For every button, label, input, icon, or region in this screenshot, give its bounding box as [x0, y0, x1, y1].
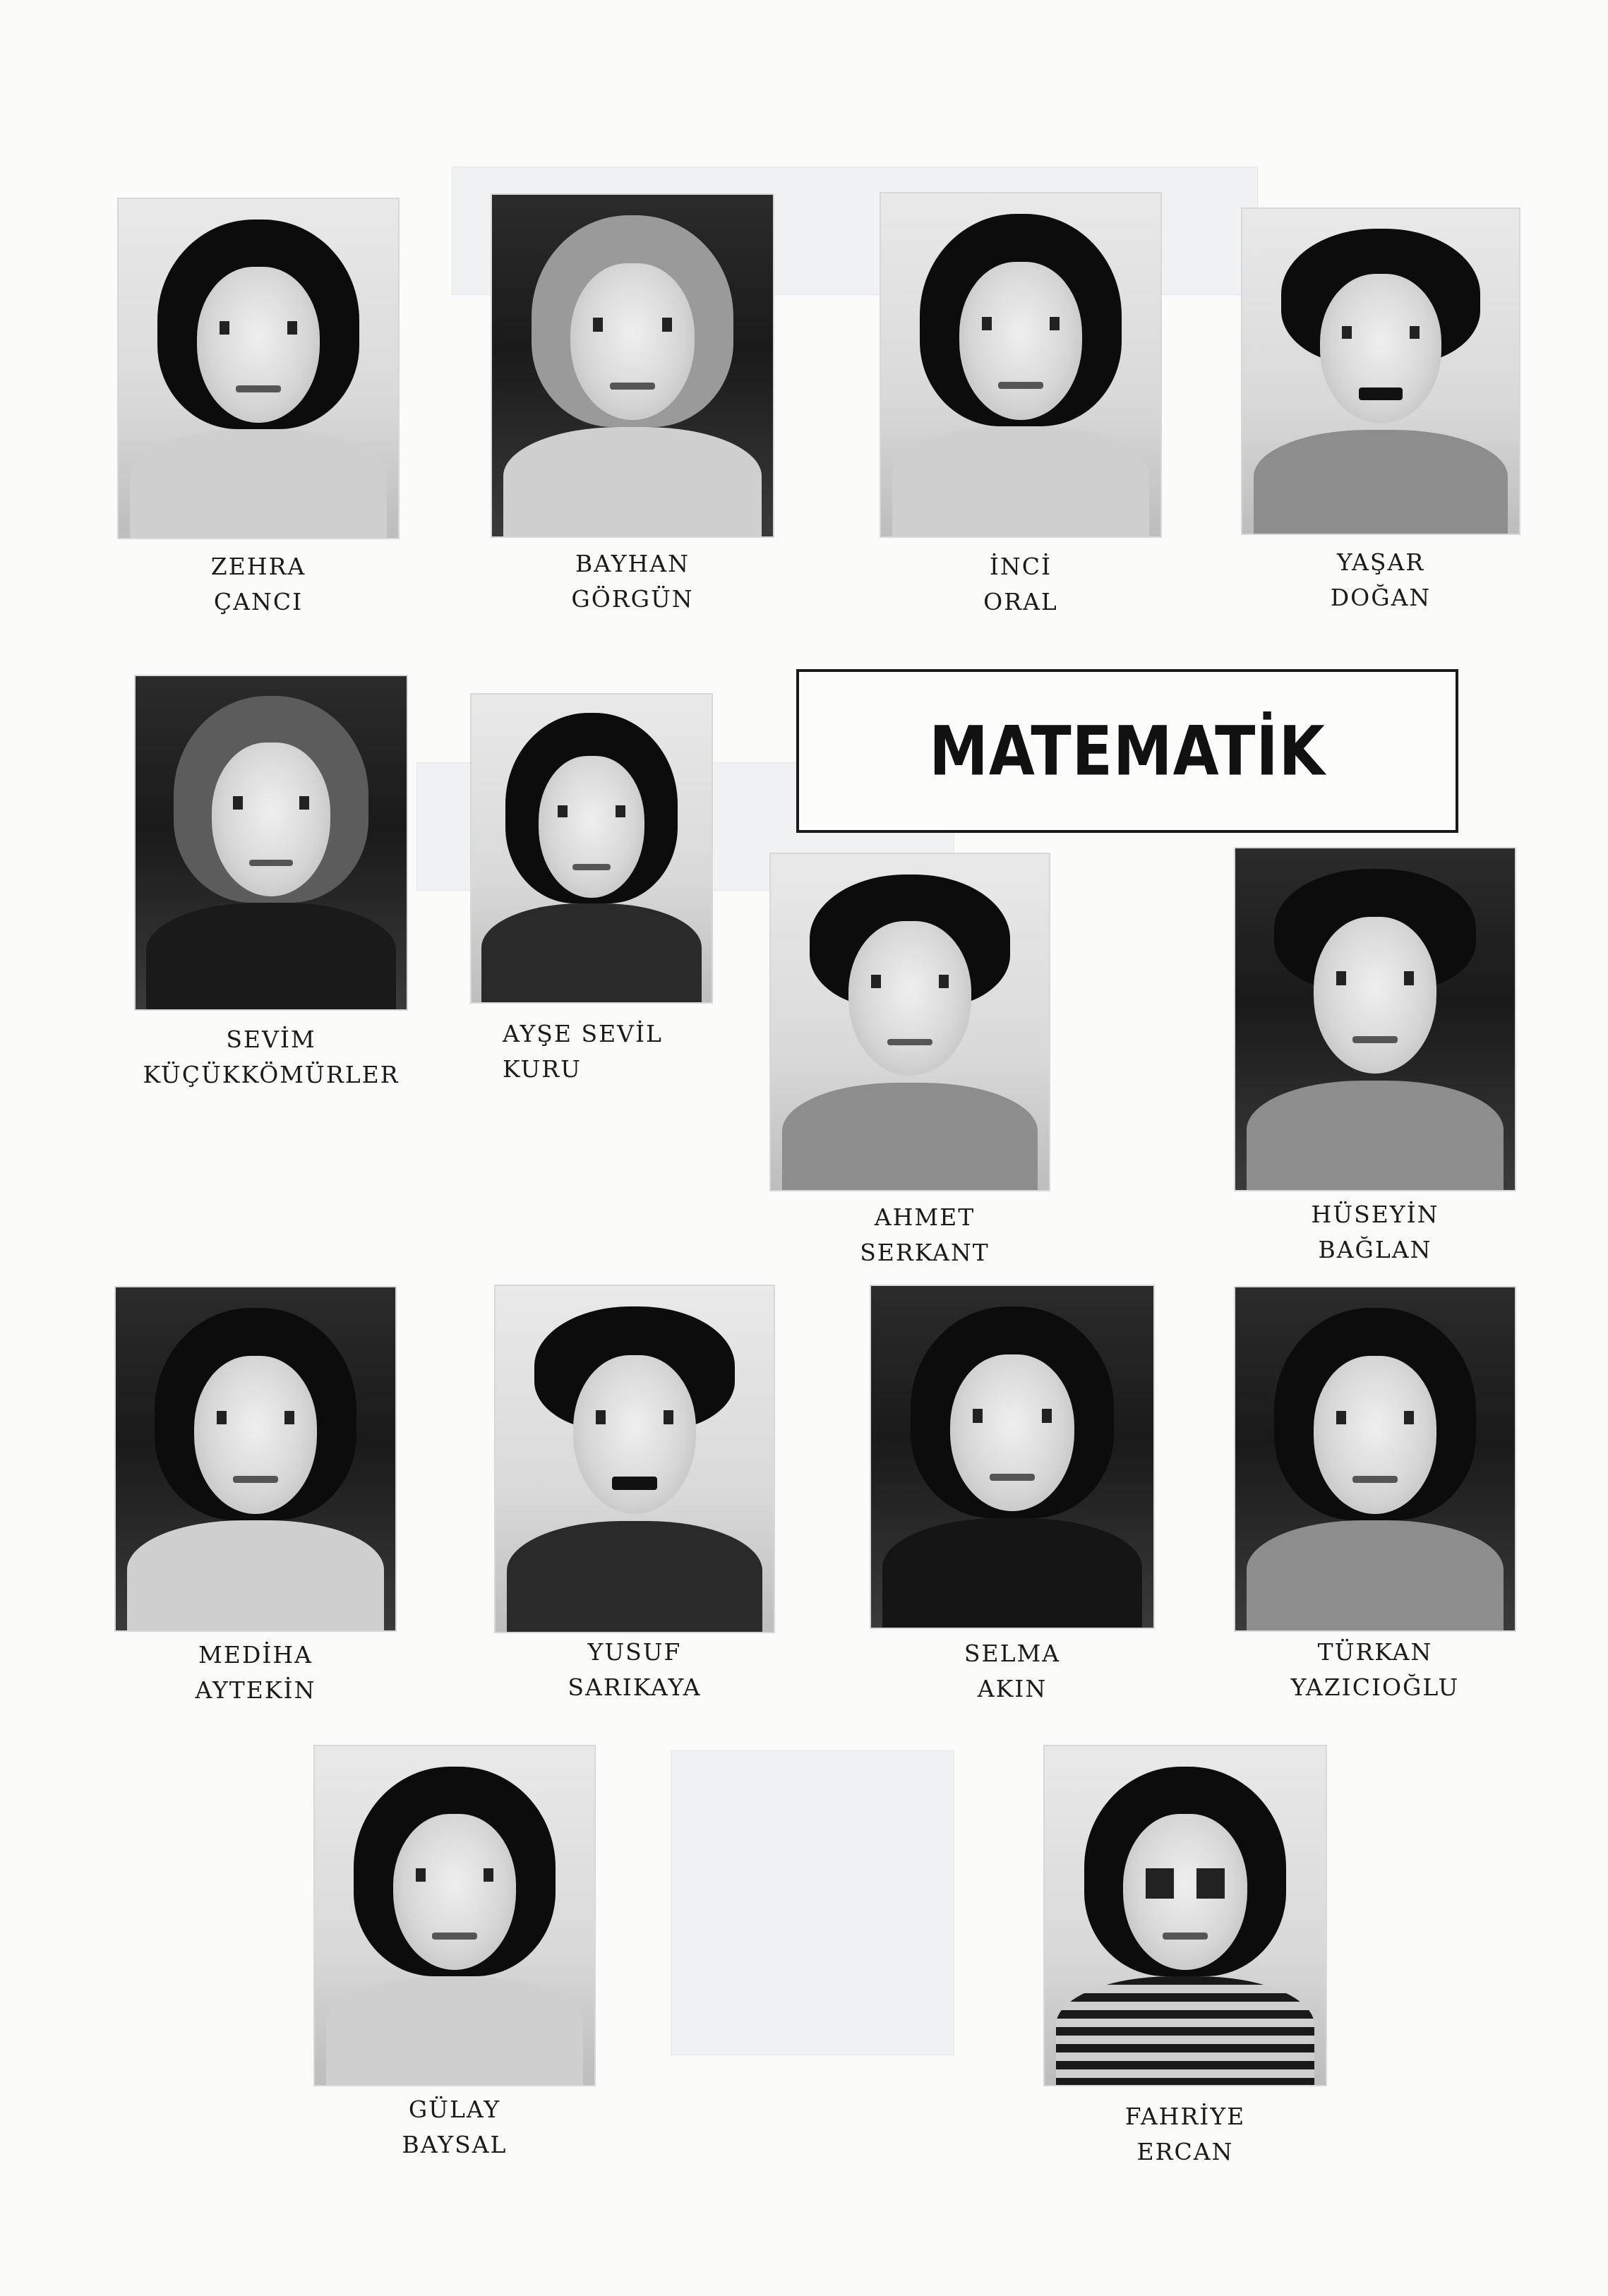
- first-name: HÜSEYİN: [1311, 1201, 1439, 1228]
- teacher-name-caption: [313, 2092, 596, 2163]
- last-name: BAYSAL: [402, 2131, 508, 2158]
- portrait-photo: [1043, 1745, 1327, 2086]
- last-name: SARIKAYA: [568, 1673, 702, 1701]
- first-name: YUSUF: [587, 1638, 682, 1666]
- portrait-photo: [313, 1745, 596, 2086]
- section-title: MATEMATİK: [929, 711, 1326, 791]
- first-name: İNCİ: [989, 553, 1052, 580]
- portrait-photo: [134, 675, 408, 1011]
- portrait-photo: [470, 693, 713, 1004]
- portrait-photo: [769, 853, 1050, 1191]
- first-name: MEDİHA: [198, 1641, 313, 1669]
- show-through-photo: [671, 1750, 954, 2055]
- first-name: AYŞE SEVİL: [503, 1020, 663, 1047]
- portrait-photo: [114, 1286, 397, 1632]
- portrait-photo: [880, 192, 1162, 538]
- teacher-name-caption: [503, 1016, 714, 1087]
- teacher-name-caption: [114, 1637, 397, 1708]
- last-name: ÇANCI: [213, 588, 304, 615]
- teacher-name-caption: [870, 1636, 1155, 1707]
- last-name: AKIN: [977, 1675, 1048, 1702]
- portrait-photo: [1234, 847, 1516, 1191]
- first-name: SEVİM: [226, 1026, 316, 1053]
- portrait-photo: [1234, 1286, 1516, 1632]
- last-name: ORAL: [983, 588, 1058, 615]
- first-name: ZEHRA: [210, 553, 306, 580]
- teacher-name-caption: [880, 549, 1162, 620]
- first-name: YAŞAR: [1336, 548, 1425, 576]
- last-name: SERKANT: [860, 1239, 990, 1266]
- last-name: AYTEKİN: [195, 1676, 316, 1704]
- teacher-name-caption: [117, 549, 400, 620]
- teacher-name-caption: [494, 1635, 775, 1705]
- portrait-photo: [870, 1285, 1155, 1629]
- teacher-name-caption: [784, 1200, 1066, 1270]
- teacher-name-caption: [491, 546, 774, 617]
- section-title-box: [796, 669, 1458, 833]
- last-name: ERCAN: [1136, 2138, 1234, 2165]
- teacher-name-caption: [1241, 545, 1520, 615]
- last-name: BAĞLAN: [1318, 1236, 1432, 1263]
- teacher-name-caption: [1043, 2099, 1327, 2170]
- teacher-name-caption: [113, 1022, 429, 1093]
- last-name: GÖRGÜN: [571, 585, 694, 613]
- portrait-photo: [494, 1285, 775, 1633]
- teacher-name-caption: [1234, 1197, 1516, 1268]
- portrait-photo: [1241, 208, 1520, 535]
- portrait-photo: [491, 193, 774, 538]
- first-name: TÜRKAN: [1317, 1638, 1433, 1666]
- first-name: AHMET: [874, 1203, 976, 1231]
- last-name: KURU: [503, 1055, 582, 1083]
- first-name: GÜLAY: [408, 2096, 501, 2123]
- last-name: DOĞAN: [1330, 584, 1432, 611]
- first-name: BAYHAN: [575, 550, 690, 577]
- last-name: YAZICIOĞLU: [1290, 1673, 1460, 1701]
- last-name: KÜÇÜKKÖMÜRLER: [143, 1061, 400, 1088]
- first-name: FAHRİYE: [1124, 2103, 1246, 2130]
- portrait-photo: [117, 198, 400, 539]
- teacher-name-caption: [1234, 1635, 1516, 1705]
- first-name: SELMA: [964, 1640, 1061, 1667]
